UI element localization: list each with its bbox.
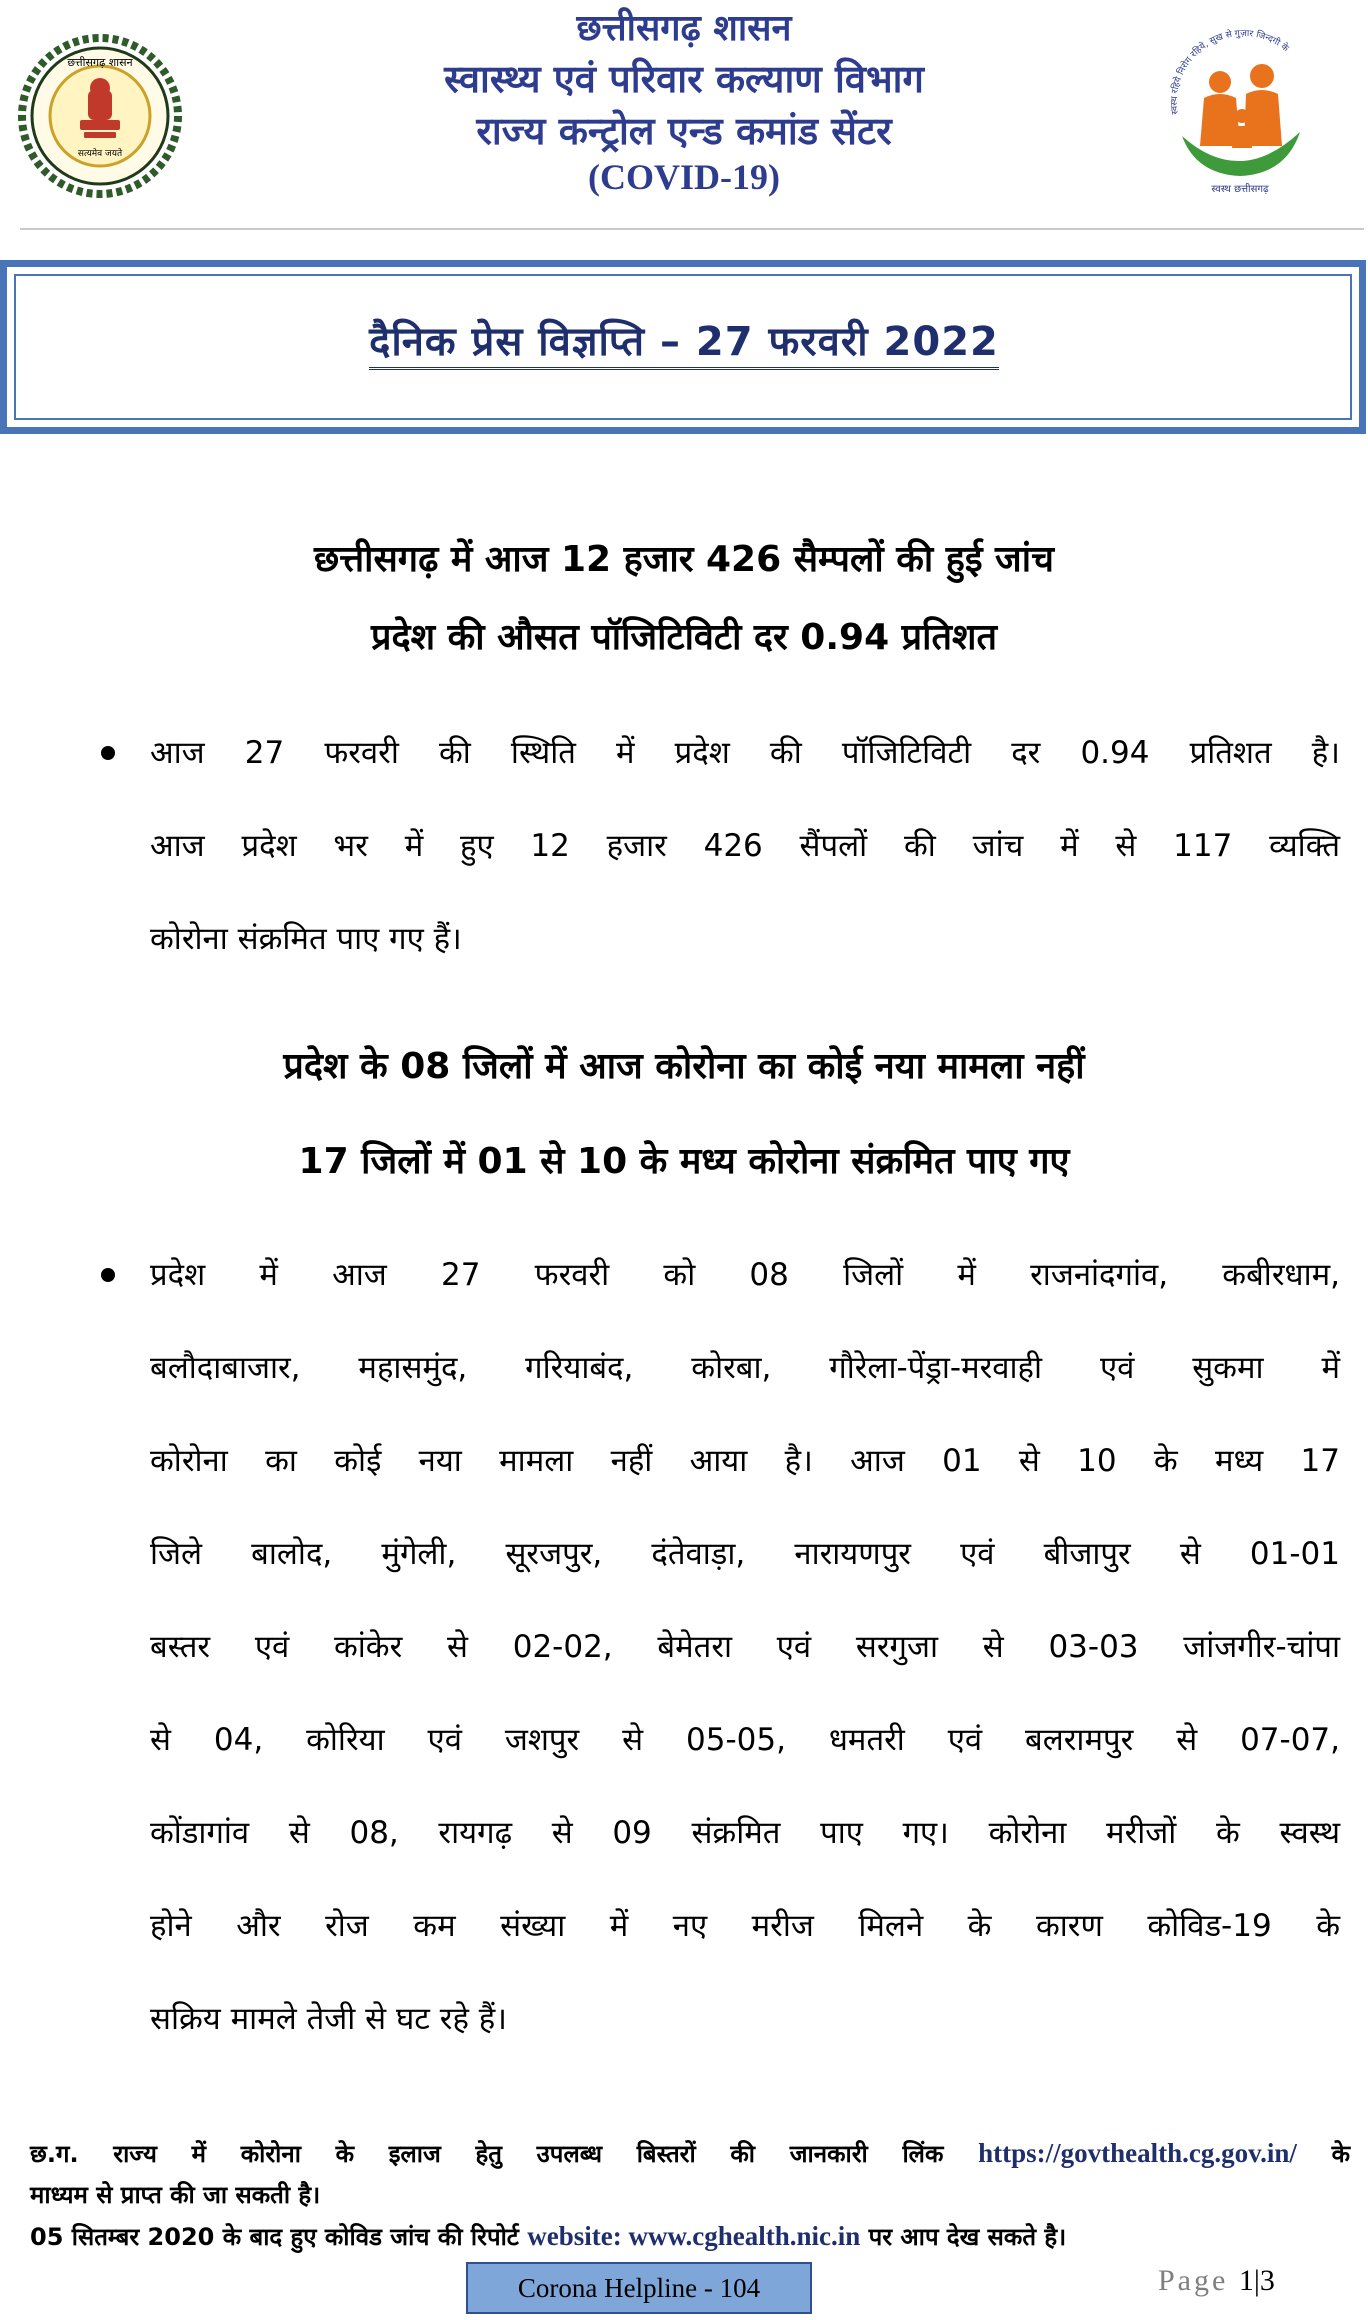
bullet2-line-5: बस्तर एवं कांकेर से 02-02, बेमेतरा एवं सरगुजा से 03-03 जांजगीर-चांपा (150, 1629, 1340, 1665)
bullet2-line-8: होने और रोज कम संख्या में नए मरीज मिलने के कारण कोविड-19 के (150, 1908, 1340, 1944)
bullet1-line-3: कोरोना संक्रमित पाए गए हैं। (150, 921, 462, 957)
headline-low-case-districts: 17 जिलों में 01 से 10 के मध्य कोरोना संक्रमित पाए गए (298, 1141, 1070, 1182)
page-current: 1 (1238, 2264, 1254, 2297)
footer-beds-text-end: के (1331, 2140, 1350, 2168)
footer-report-info (30, 2220, 1350, 2253)
page-total: 3 (1259, 2264, 1275, 2297)
headline-positivity: प्रदेश की औसत पॉजिटिविटी दर 0.94 प्रतिशत (370, 617, 997, 658)
bullet-icon (101, 1268, 115, 1282)
logo-caption: स्वस्थ छत्तीसगढ़ (1211, 184, 1269, 195)
govthealth-link[interactable]: https://govthealth.cg.gov.in/ (978, 2138, 1297, 2168)
page-number (1158, 2264, 1275, 2298)
header-divider (20, 228, 1364, 230)
bullet2-line-4: जिले बालोद, मुंगेली, सूरजपुर, दंतेवाड़ा, नारायणपुर एवं बीजापुर से 01-01 (150, 1536, 1340, 1572)
footer-beds-info-cont: माध्यम से प्राप्त की जा सकती है। (30, 2181, 321, 2209)
cghealth-website-link[interactable]: website: www.cghealth.nic.in (527, 2221, 861, 2251)
footer-report-text: 05 सितम्बर 2020 के बाद हुए कोविड जांच की रिपोर्ट (30, 2223, 519, 2251)
bullet-icon (101, 746, 115, 760)
header-state-govt: छत्तीसगढ़ शासन (576, 8, 792, 49)
swasth-chhattisgarh-logo-icon (1160, 28, 1320, 196)
footer-beds-text: छ.ग. राज्य में कोरोना के इलाज हेतु उपलब्ध बिस्तरों की जानकारी लिंक (30, 2140, 944, 2168)
family-figures-icon (1200, 64, 1282, 148)
bullet2-line-7: कोंडागांव से 08, रायगढ़ से 09 संक्रमित पाए गए। कोरोना मरीजों के स्वस्थ (150, 1815, 1340, 1851)
emblem-text: छत्तीसगढ़ शासन (67, 56, 133, 69)
header-department: स्वास्थ्य एवं परिवार कल्याण विभाग (444, 57, 924, 101)
bullet2-line-6: से 04, कोरिया एवं जशपुर से 05-05, धमतरी एवं बलरामपुर से 07-07, (150, 1722, 1340, 1758)
govt-emblem-icon (18, 34, 182, 198)
bullet2-line-3: कोरोना का कोई नया मामला नहीं आया है। आज 01 से 10 के मध्य 17 (150, 1443, 1340, 1479)
bullet2-line-2: बलौदाबाजार, महासमुंद, गरियाबंद, कोरबा, गौरेला-पेंड्रा-मरवाही एवं सुकमा में (150, 1350, 1340, 1386)
press-release-title (0, 312, 1368, 367)
emblem-motto: सत्यमेव जयते (77, 149, 123, 159)
bullet1-line-2: आज प्रदेश भर में हुए 12 हजार 426 सैंपलों की जांच में से 117 व्यक्ति (150, 828, 1340, 864)
footer-report-text-end: पर आप देख सकते है। (868, 2223, 1067, 2251)
page-label: Page (1158, 2264, 1229, 2297)
press-release-title-text: दैनिक प्रेस विज्ञप्ति – 27 फरवरी 2022 (369, 319, 999, 370)
bullet2-line-1: प्रदेश में आज 27 फरवरी को 08 जिलों में राजनांदगांव, कबीरधाम, (150, 1257, 1340, 1293)
logo-arc-text: स्वस्थ रहिये निरोग रहिये, सुख से गुज़ार जिन्दगी के (1169, 28, 1291, 116)
page-separator: | (1253, 2264, 1260, 2297)
header-control-centre: राज्य कन्ट्रोल एन्ड कमांड सेंटर (476, 109, 892, 153)
footer-beds-info (30, 2137, 1350, 2170)
bullet2-line-9: सक्रिय मामले तेजी से घट रहे हैं। (150, 2001, 507, 2037)
header-covid19: (COVID-19) (588, 157, 780, 197)
headline-samples: छत्तीसगढ़ में आज 12 हजार 426 सैम्पलों की हुई जांच (314, 539, 1054, 580)
headline-zero-case-districts: प्रदेश के 08 जिलों में आज कोरोना का कोई नया मामला नहीं (283, 1046, 1085, 1087)
bullet1-line-1: आज 27 फरवरी की स्थिति में प्रदेश की पॉजिटिविटी दर 0.94 प्रतिशत है। (150, 735, 1340, 771)
corona-helpline-badge: Corona Helpline - 104 (466, 2262, 812, 2314)
